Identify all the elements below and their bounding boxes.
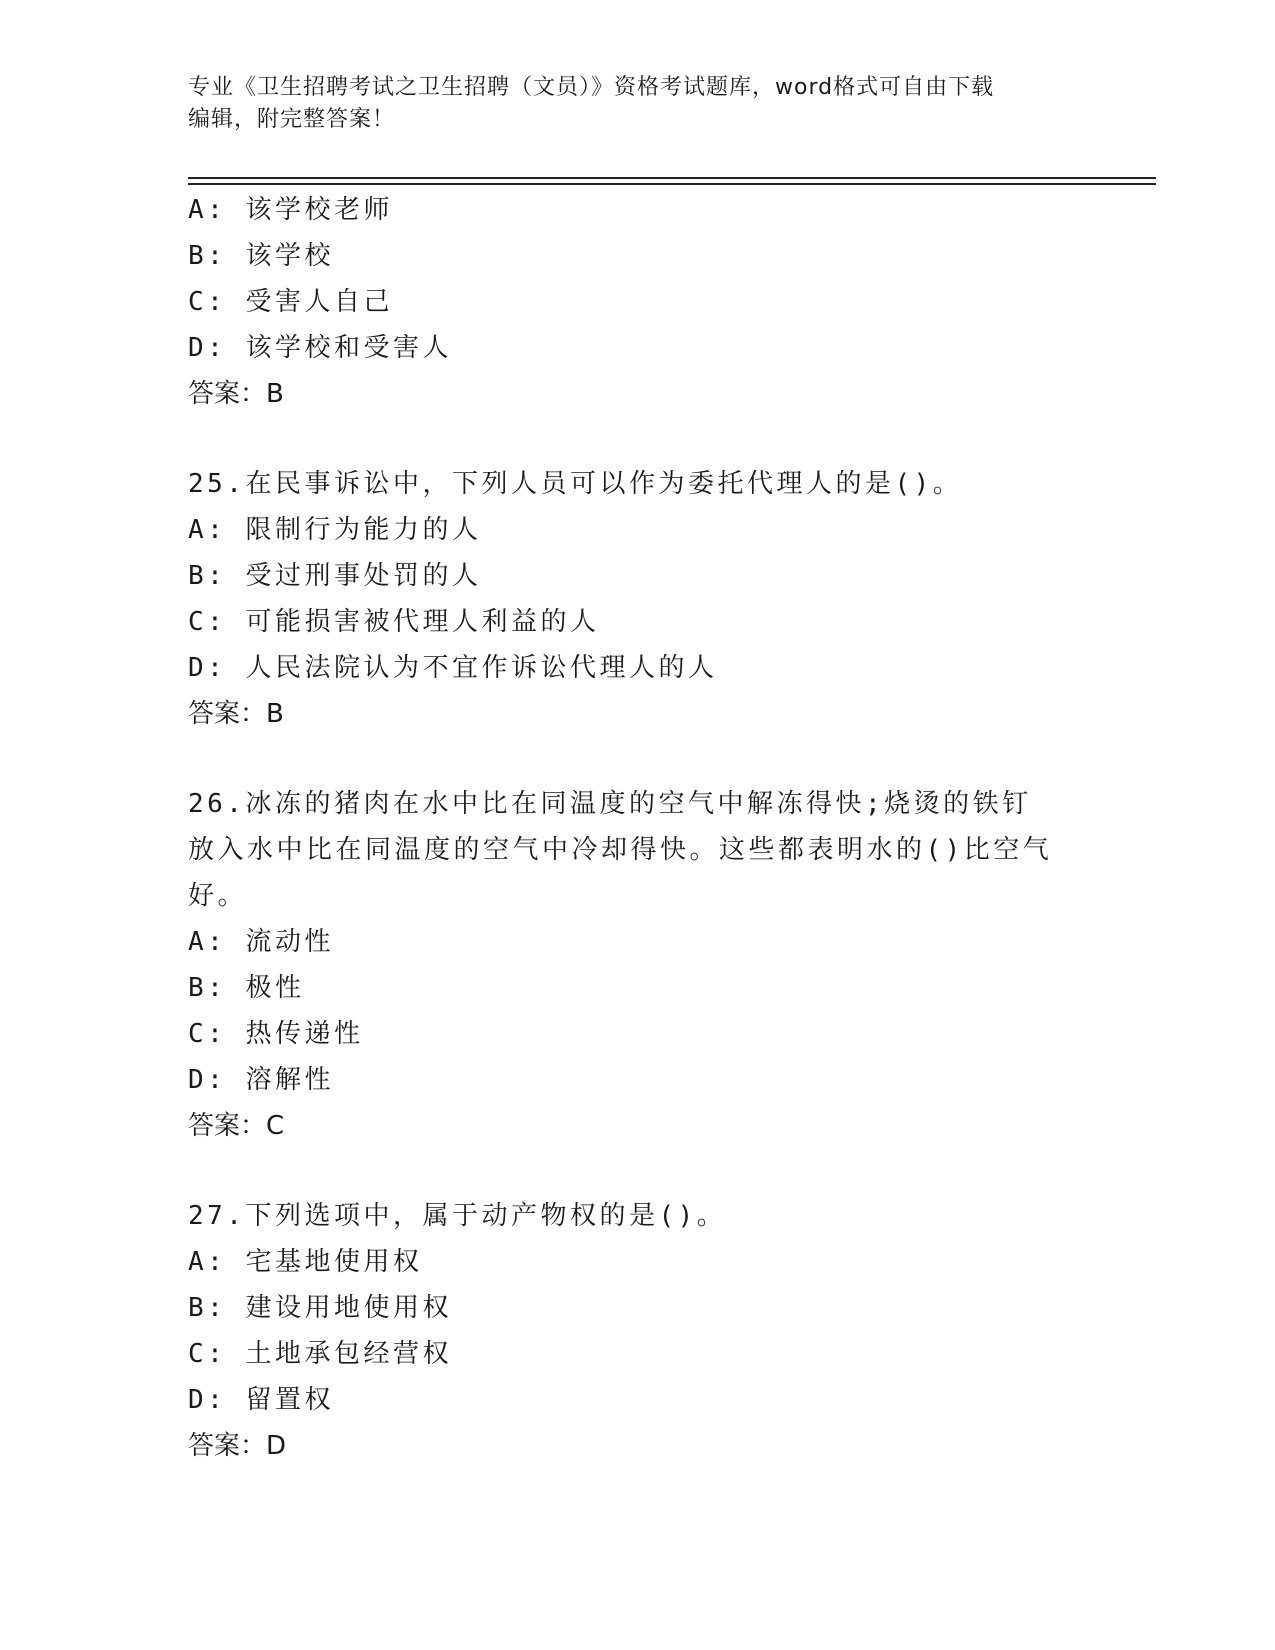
option-d: D: 留置权 [188, 1385, 334, 1415]
question-list [188, 187, 1088, 1469]
header-line-1: 专业《卫生招聘考试之卫生招聘（文员）》资格考试题库，word格式可自由下载 [188, 75, 995, 100]
question-27 [188, 1193, 1088, 1469]
question-26 [188, 781, 1088, 1149]
answer-label: 答案：D [188, 1431, 287, 1461]
header-divider-top [188, 177, 1156, 179]
option-b: B: 极性 [188, 973, 305, 1003]
question-stem: 25.在民事诉讼中，下列人员可以作为委托代理人的是()。 [188, 469, 963, 499]
option-d: D: 溶解性 [188, 1065, 334, 1095]
option-b: B: 受过刑事处罚的人 [188, 561, 482, 591]
option-a: A: 流动性 [188, 927, 334, 957]
option-d: D: 该学校和受害人 [188, 333, 452, 363]
option-b: B: 该学校 [188, 241, 334, 271]
option-c: C: 可能损害被代理人利益的人 [188, 607, 600, 637]
header-divider-bottom [188, 183, 1156, 185]
option-c: C: 受害人自己 [188, 287, 393, 317]
option-b: B: 建设用地使用权 [188, 1293, 452, 1323]
option-c: C: 热传递性 [188, 1019, 364, 1049]
option-c: C: 土地承包经营权 [188, 1339, 452, 1369]
option-d: D: 人民法院认为不宜作诉讼代理人的人 [188, 653, 718, 683]
answer-label: 答案：B [188, 379, 284, 409]
question-stem: 27.下列选项中，属于动产物权的是()。 [188, 1201, 727, 1231]
option-a: A: 限制行为能力的人 [188, 515, 482, 545]
option-a: A: 宅基地使用权 [188, 1247, 423, 1277]
header-line-2: 编辑，附完整答案！ [188, 107, 396, 132]
option-a: A: 该学校老师 [188, 195, 393, 225]
answer-label: 答案：C [188, 1111, 285, 1141]
answer-label: 答案：B [188, 699, 284, 729]
document-header [188, 72, 1088, 136]
question-24-continued [188, 187, 1088, 417]
question-25 [188, 461, 1088, 737]
question-stem: 26.冰冻的猪肉在水中比在同温度的空气中解冻得快;烧烫的铁钉放入水中比在同温度的空气中冷却得快。这些都表明水的()比空气好。 [188, 789, 1053, 911]
